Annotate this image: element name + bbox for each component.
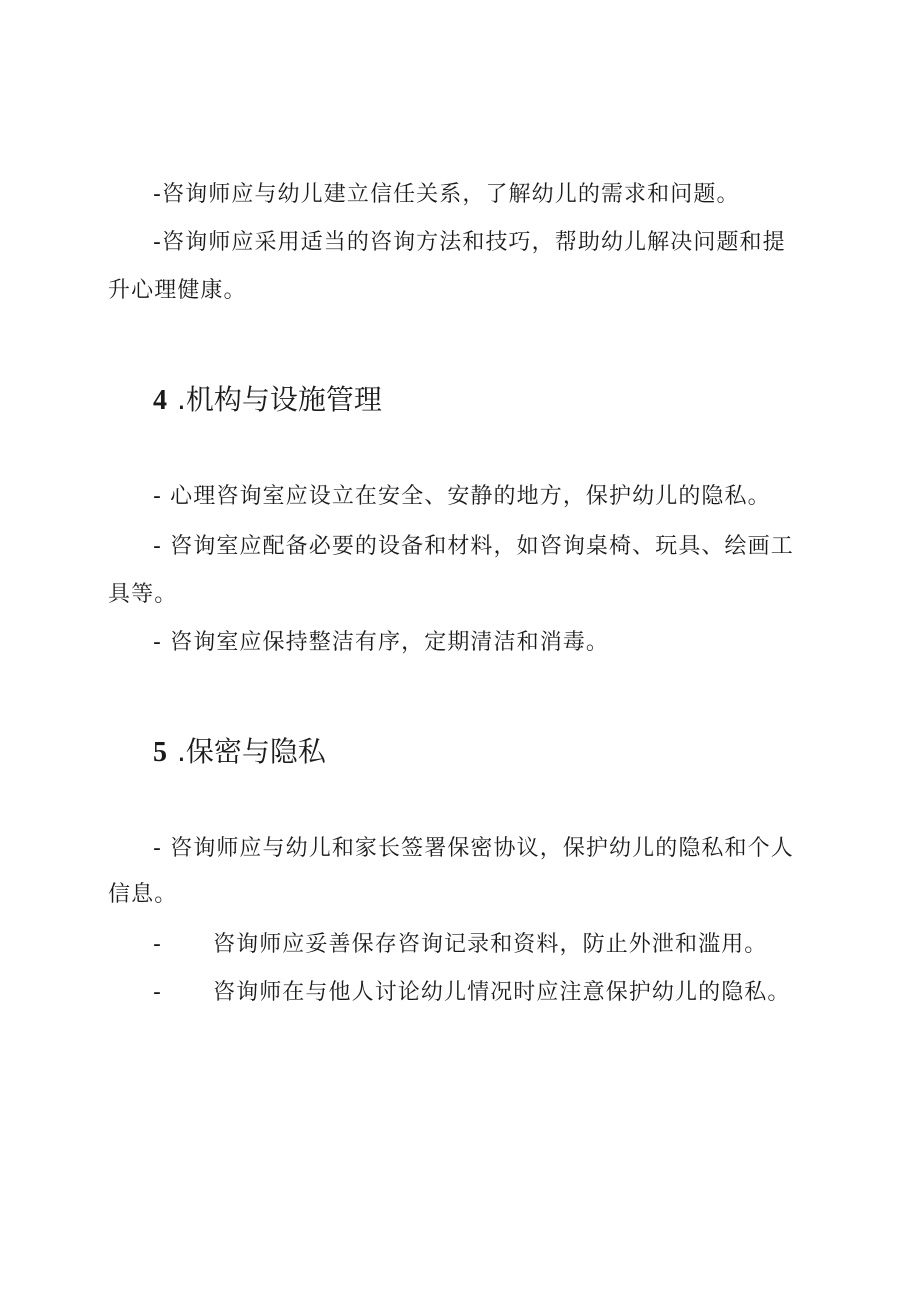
list-item-text: 咨询师在与他人讨论幼儿情况时应注意保护幼儿的隐私。 [213,980,791,1005]
list-item [153,930,767,960]
section-heading [153,382,382,419]
section-number: 5 [153,737,167,768]
paragraph-line: -咨询师应与幼儿建立信任关系，了解幼儿的需求和问题。 [153,182,740,207]
list-item-text: 咨询师应妥善保存咨询记录和资料，防止外泄和滥用。 [213,932,768,957]
paragraph-line: - 咨询室应保持整洁有序，定期清洁和消毒。 [153,630,610,655]
paragraph-line: - 咨询室应配备必要的设备和材料，如咨询桌椅、玩具、绘画工 [153,534,794,559]
section-title: .保密与隐私 [177,735,326,768]
paragraph-line: 具等。 [108,582,178,607]
paragraph-line: - 心理咨询室应设立在安全、安静的地方，保护幼儿的隐私。 [153,484,771,509]
section-number: 4 [153,385,167,416]
paragraph-line: 升心理健康。 [108,278,247,303]
list-dash: - [153,932,163,957]
section-heading [153,734,326,771]
section-title: .机构与设施管理 [177,383,382,416]
paragraph-line: - 咨询师应与幼儿和家长签署保密协议，保护幼儿的隐私和个人 [153,836,794,861]
paragraph-line: -咨询师应采用适当的咨询方法和技巧，帮助幼儿解决问题和提 [153,230,786,255]
paragraph-line: 信息。 [108,882,178,907]
list-dash: - [153,980,163,1005]
list-item [153,978,791,1008]
